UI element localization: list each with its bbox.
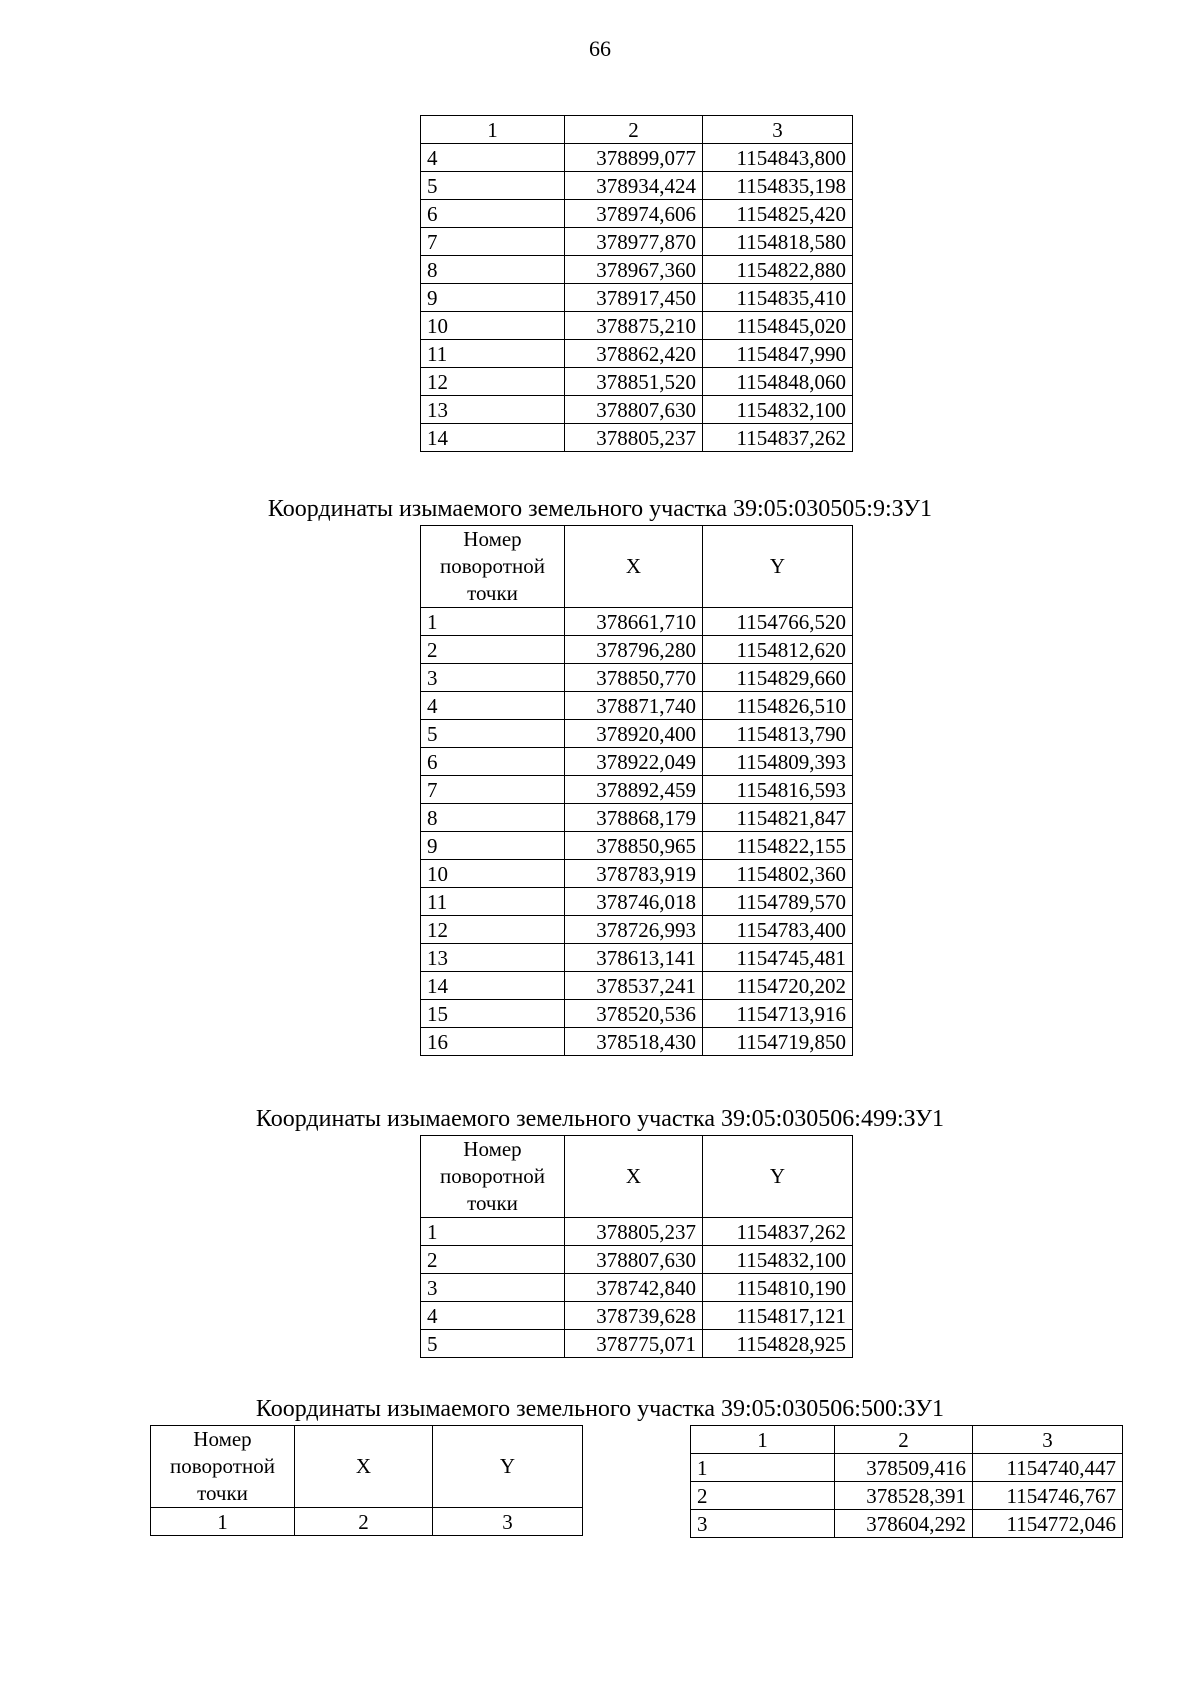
header-text: Номер (463, 1137, 522, 1161)
x-coordinate-cell: 378899,077 (565, 144, 703, 172)
table-row (691, 1482, 1123, 1510)
y-coordinate-cell: 1154720,202 (703, 972, 853, 1000)
point-number-cell: 4 (421, 1302, 565, 1330)
x-coordinate-cell: 378920,400 (565, 720, 703, 748)
point-number-cell: 3 (691, 1510, 835, 1538)
x-coordinate-cell: 378604,292 (835, 1510, 973, 1538)
y-coordinate-cell: 1154713,916 (703, 1000, 853, 1028)
table-row (421, 832, 853, 860)
x-coordinate-cell: 378661,710 (565, 608, 703, 636)
y-coordinate-cell: 1154847,990 (703, 340, 853, 368)
coordinates-table (690, 1425, 1123, 1538)
column-header-x: X (295, 1426, 433, 1508)
table-row (421, 200, 853, 228)
x-coordinate-cell: 378807,630 (565, 1246, 703, 1274)
table-row (421, 720, 853, 748)
point-number-cell: 6 (421, 748, 565, 776)
column-header-y: Y (433, 1426, 583, 1508)
table-row (421, 396, 853, 424)
point-number-cell: 9 (421, 284, 565, 312)
point-number-cell: 11 (421, 340, 565, 368)
point-number-cell: 15 (421, 1000, 565, 1028)
x-coordinate-cell: 378850,770 (565, 664, 703, 692)
table-row (421, 424, 853, 452)
x-coordinate-cell: 378974,606 (565, 200, 703, 228)
header-text: точки (467, 1191, 518, 1215)
y-coordinate-cell: 1154822,155 (703, 832, 853, 860)
point-number-cell: 13 (421, 396, 565, 424)
coordinates-table (420, 1135, 853, 1358)
column-number-3: 3 (973, 1426, 1123, 1454)
table-row (421, 972, 853, 1000)
x-coordinate-cell: 378796,280 (565, 636, 703, 664)
y-coordinate-cell: 1154832,100 (703, 396, 853, 424)
point-number-cell: 2 (691, 1482, 835, 1510)
x-coordinate-cell: 378977,870 (565, 228, 703, 256)
x-coordinate-cell: 378850,965 (565, 832, 703, 860)
table-row (421, 1274, 853, 1302)
column-number-2: 2 (565, 116, 703, 144)
table-row (421, 144, 853, 172)
table-row (421, 692, 853, 720)
y-coordinate-cell: 1154816,593 (703, 776, 853, 804)
column-number-1: 1 (151, 1508, 295, 1536)
x-coordinate-cell: 378862,420 (565, 340, 703, 368)
table-row (421, 748, 853, 776)
point-number-cell: 9 (421, 832, 565, 860)
table-row (421, 1302, 853, 1330)
table-row (421, 256, 853, 284)
header-text: поворотной (440, 1164, 545, 1188)
column-header-point (421, 1136, 565, 1218)
x-coordinate-cell: 378520,536 (565, 1000, 703, 1028)
y-coordinate-cell: 1154821,847 (703, 804, 853, 832)
column-number-3: 3 (433, 1508, 583, 1536)
section-caption: Координаты изымаемого земельного участка 39:05:030506:500:ЗУ1 (255, 1396, 945, 1422)
column-header-y: Y (703, 526, 853, 608)
table-row (421, 1028, 853, 1056)
table-header-row (421, 116, 853, 144)
header-text: поворотной (440, 554, 545, 578)
point-number-cell: 4 (421, 692, 565, 720)
point-number-cell: 1 (691, 1454, 835, 1482)
x-coordinate-cell: 378783,919 (565, 860, 703, 888)
point-number-cell: 2 (421, 636, 565, 664)
point-number-cell: 10 (421, 860, 565, 888)
point-number-cell: 2 (421, 1246, 565, 1274)
table-row (421, 636, 853, 664)
point-number-cell: 1 (421, 1218, 565, 1246)
point-number-cell: 14 (421, 424, 565, 452)
table-body (421, 116, 853, 452)
table-row (421, 1000, 853, 1028)
point-number-cell: 5 (421, 720, 565, 748)
table-row (421, 888, 853, 916)
y-coordinate-cell: 1154766,520 (703, 608, 853, 636)
y-coordinate-cell: 1154835,198 (703, 172, 853, 200)
y-coordinate-cell: 1154812,620 (703, 636, 853, 664)
section-caption: Координаты изымаемого земельного участка 39:05:030506:499:ЗУ1 (255, 1106, 945, 1132)
y-coordinate-cell: 1154719,850 (703, 1028, 853, 1056)
table-body (691, 1426, 1123, 1538)
table-body (421, 1136, 853, 1358)
table-row (421, 776, 853, 804)
x-coordinate-cell: 378739,628 (565, 1302, 703, 1330)
y-coordinate-cell: 1154829,660 (703, 664, 853, 692)
table-row (421, 228, 853, 256)
point-number-cell: 16 (421, 1028, 565, 1056)
table-row (421, 608, 853, 636)
table-header-row (691, 1426, 1123, 1454)
x-coordinate-cell: 378922,049 (565, 748, 703, 776)
page-number: 66 (589, 36, 611, 61)
table-row (421, 1246, 853, 1274)
y-coordinate-cell: 1154826,510 (703, 692, 853, 720)
x-coordinate-cell: 378518,430 (565, 1028, 703, 1056)
y-coordinate-cell: 1154825,420 (703, 200, 853, 228)
x-coordinate-cell: 378775,071 (565, 1330, 703, 1358)
coordinates-table-header (150, 1425, 583, 1536)
header-text: Номер (193, 1427, 252, 1451)
x-coordinate-cell: 378875,210 (565, 312, 703, 340)
y-coordinate-cell: 1154832,100 (703, 1246, 853, 1274)
y-coordinate-cell: 1154837,262 (703, 424, 853, 452)
point-number-cell: 3 (421, 1274, 565, 1302)
y-coordinate-cell: 1154817,121 (703, 1302, 853, 1330)
table-row (421, 944, 853, 972)
y-coordinate-cell: 1154822,880 (703, 256, 853, 284)
table-row (691, 1510, 1123, 1538)
point-number-cell: 7 (421, 776, 565, 804)
table-row (691, 1454, 1123, 1482)
coordinates-table-continued (420, 115, 853, 452)
y-coordinate-cell: 1154746,767 (973, 1482, 1123, 1510)
y-coordinate-cell: 1154802,360 (703, 860, 853, 888)
y-coordinate-cell: 1154845,020 (703, 312, 853, 340)
point-number-cell: 7 (421, 228, 565, 256)
column-number-1: 1 (691, 1426, 835, 1454)
x-coordinate-cell: 378917,450 (565, 284, 703, 312)
y-coordinate-cell: 1154789,570 (703, 888, 853, 916)
header-text: поворотной (170, 1454, 275, 1478)
column-number-1: 1 (421, 116, 565, 144)
y-coordinate-cell: 1154843,800 (703, 144, 853, 172)
table-row (421, 284, 853, 312)
x-coordinate-cell: 378807,630 (565, 396, 703, 424)
y-coordinate-cell: 1154809,393 (703, 748, 853, 776)
header-text: точки (197, 1481, 248, 1505)
point-number-cell: 8 (421, 256, 565, 284)
point-number-cell: 8 (421, 804, 565, 832)
point-number-cell: 3 (421, 664, 565, 692)
x-coordinate-cell: 378528,391 (835, 1482, 973, 1510)
point-number-cell: 12 (421, 916, 565, 944)
y-coordinate-cell: 1154835,410 (703, 284, 853, 312)
table-row (421, 312, 853, 340)
column-header-point (421, 526, 565, 608)
column-number-2: 2 (295, 1508, 433, 1536)
x-coordinate-cell: 378746,018 (565, 888, 703, 916)
table-body (421, 526, 853, 1056)
x-coordinate-cell: 378892,459 (565, 776, 703, 804)
point-number-cell: 1 (421, 608, 565, 636)
table-row (421, 1330, 853, 1358)
point-number-cell: 13 (421, 944, 565, 972)
x-coordinate-cell: 378868,179 (565, 804, 703, 832)
point-number-cell: 5 (421, 1330, 565, 1358)
x-coordinate-cell: 378509,416 (835, 1454, 973, 1482)
x-coordinate-cell: 378967,360 (565, 256, 703, 284)
point-number-cell: 4 (421, 144, 565, 172)
x-coordinate-cell: 378851,520 (565, 368, 703, 396)
table-row (421, 340, 853, 368)
x-coordinate-cell: 378871,740 (565, 692, 703, 720)
table-row (421, 804, 853, 832)
table-row (421, 664, 853, 692)
x-coordinate-cell: 378805,237 (565, 1218, 703, 1246)
point-number-cell: 6 (421, 200, 565, 228)
y-coordinate-cell: 1154783,400 (703, 916, 853, 944)
header-text: точки (467, 581, 518, 605)
x-coordinate-cell: 378742,840 (565, 1274, 703, 1302)
table-row (421, 172, 853, 200)
coordinates-table (420, 525, 853, 1056)
header-text: Номер (463, 527, 522, 551)
x-coordinate-cell: 378613,141 (565, 944, 703, 972)
point-number-cell: 10 (421, 312, 565, 340)
table-header-row (421, 526, 853, 608)
y-coordinate-cell: 1154828,925 (703, 1330, 853, 1358)
column-header-x: X (565, 526, 703, 608)
y-coordinate-cell: 1154810,190 (703, 1274, 853, 1302)
column-header-point (151, 1426, 295, 1508)
column-number-3: 3 (703, 116, 853, 144)
point-number-cell: 14 (421, 972, 565, 1000)
x-coordinate-cell: 378537,241 (565, 972, 703, 1000)
column-header-x: X (565, 1136, 703, 1218)
y-coordinate-cell: 1154745,481 (703, 944, 853, 972)
point-number-cell: 5 (421, 172, 565, 200)
y-coordinate-cell: 1154772,046 (973, 1510, 1123, 1538)
y-coordinate-cell: 1154837,262 (703, 1218, 853, 1246)
y-coordinate-cell: 1154848,060 (703, 368, 853, 396)
table-column-number-row (151, 1508, 583, 1536)
y-coordinate-cell: 1154818,580 (703, 228, 853, 256)
section-caption: Координаты изымаемого земельного участка 39:05:030505:9:ЗУ1 (267, 496, 933, 522)
table-row (421, 1218, 853, 1246)
x-coordinate-cell: 378726,993 (565, 916, 703, 944)
table-header-row (151, 1426, 583, 1508)
table-header-row (421, 1136, 853, 1218)
column-header-y: Y (703, 1136, 853, 1218)
y-coordinate-cell: 1154740,447 (973, 1454, 1123, 1482)
point-number-cell: 11 (421, 888, 565, 916)
x-coordinate-cell: 378805,237 (565, 424, 703, 452)
point-number-cell: 12 (421, 368, 565, 396)
table-body (151, 1426, 583, 1536)
table-row (421, 368, 853, 396)
table-row (421, 916, 853, 944)
x-coordinate-cell: 378934,424 (565, 172, 703, 200)
table-row (421, 860, 853, 888)
column-number-2: 2 (835, 1426, 973, 1454)
y-coordinate-cell: 1154813,790 (703, 720, 853, 748)
